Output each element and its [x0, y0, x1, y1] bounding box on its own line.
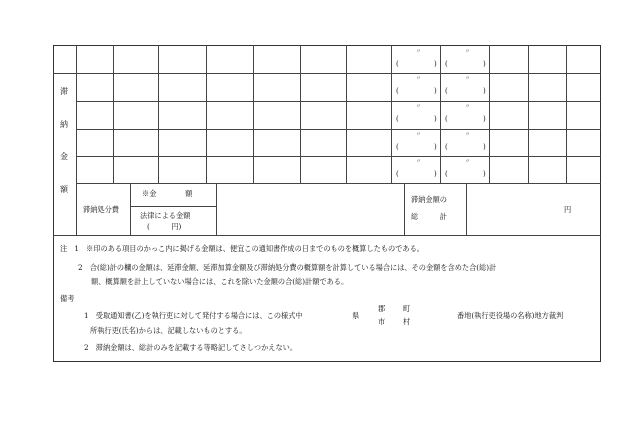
paren-close: )	[483, 170, 486, 178]
subrow-line	[130, 206, 216, 207]
total-label-line2: 総 計	[411, 212, 447, 221]
paren-close: )	[483, 87, 486, 95]
penalty-label: 滞納処分費	[83, 205, 119, 214]
col-line	[489, 45, 490, 183]
remarks-heading: 備考	[60, 294, 75, 303]
remark-1-line2: 所執行吏(氏名)からは、記載しないものとする。	[90, 326, 247, 335]
col-line	[158, 45, 159, 183]
ditto-mark: 〃	[416, 49, 422, 55]
paren-close: )	[434, 143, 437, 151]
total-label-line1: 滞納金額の	[411, 195, 447, 204]
legal-amount-label: 法律による金額	[140, 211, 191, 220]
row-line	[53, 73, 601, 74]
remark-1-son: 村	[403, 317, 411, 326]
total-divider	[404, 183, 405, 235]
side-label-char: 額	[60, 185, 68, 194]
col-line	[566, 45, 567, 183]
paren-close: )	[434, 115, 437, 123]
ditto-mark: 〃	[416, 76, 422, 82]
paren-close: )	[483, 115, 486, 123]
ditto-mark: 〃	[416, 104, 422, 110]
remark-2: 2 滞納金額は、総計のみを記載する等略記してさしつかえない。	[84, 343, 298, 352]
remark-1-tail: 番地(執行吏役場の名称)地方裁判	[457, 311, 564, 320]
col-line	[391, 45, 392, 183]
penalty-divider	[216, 183, 217, 235]
remark-1-ken: 県	[352, 311, 360, 320]
ditto-mark: 〃	[465, 49, 471, 55]
remark-1-shi: 市	[378, 317, 386, 326]
row-line	[76, 183, 601, 184]
row-line	[76, 101, 601, 102]
side-label-char: 納	[60, 120, 68, 129]
paren-open: (	[445, 60, 448, 68]
paren-open: (	[396, 143, 399, 151]
col-line	[300, 45, 301, 183]
paren-open: (	[445, 115, 448, 123]
paren-open: (	[396, 87, 399, 95]
col-line	[76, 45, 77, 235]
legal-amount-unit: ( 円)	[147, 222, 182, 231]
paren-close: )	[434, 87, 437, 95]
remark-1-gun: 郡	[378, 304, 386, 313]
ditto-mark: 〃	[465, 132, 471, 138]
note-2-line2: 額、概算額を計上していない場合には、これを除いた金額の合(総)計額である。	[91, 277, 349, 286]
paren-close: )	[483, 143, 486, 151]
paren-close: )	[434, 170, 437, 178]
ditto-mark: 〃	[465, 159, 471, 165]
remark-1-line1: 1 受取通知書(乙)を執行吏に対して発付する場合には、この様式中	[84, 311, 303, 320]
ditto-mark: 〃	[416, 132, 422, 138]
paren-open: (	[396, 170, 399, 178]
paren-close: )	[434, 60, 437, 68]
penalty-divider	[130, 183, 131, 235]
paren-open: (	[445, 87, 448, 95]
ditto-mark: 〃	[465, 104, 471, 110]
note-2-line1: 2 合(総)計の欄の金額は、延滞金額、延滞加算金額及び滞納処分費の概算額を計算している場合には、その金額を含めた合(総)計	[78, 263, 497, 272]
paren-open: (	[396, 115, 399, 123]
col-line	[346, 45, 347, 183]
ditto-mark: 〃	[416, 159, 422, 165]
row-line	[53, 235, 601, 236]
paren-open: (	[396, 60, 399, 68]
col-line	[528, 45, 529, 183]
side-label-char: 金	[60, 152, 68, 161]
side-label-char: 滞	[60, 87, 68, 96]
col-line	[113, 45, 114, 183]
col-line	[206, 45, 207, 183]
paren-open: (	[445, 143, 448, 151]
paren-open: (	[445, 170, 448, 178]
row-line	[76, 129, 601, 130]
col-line	[440, 45, 441, 183]
row-line	[76, 156, 601, 157]
total-divider	[466, 183, 467, 235]
ditto-mark: 〃	[465, 76, 471, 82]
paren-close: )	[483, 60, 486, 68]
note-1: 注 1 ※印のある項目のかっこ内に掲げる金額は、便宜この通知書作成の日までのものを概算したものである。	[60, 244, 424, 253]
total-unit: 円	[564, 205, 572, 214]
remark-1-cho: 町	[403, 304, 411, 313]
asterisk-amount-label: ※金 額	[142, 189, 193, 198]
col-line	[253, 45, 254, 183]
